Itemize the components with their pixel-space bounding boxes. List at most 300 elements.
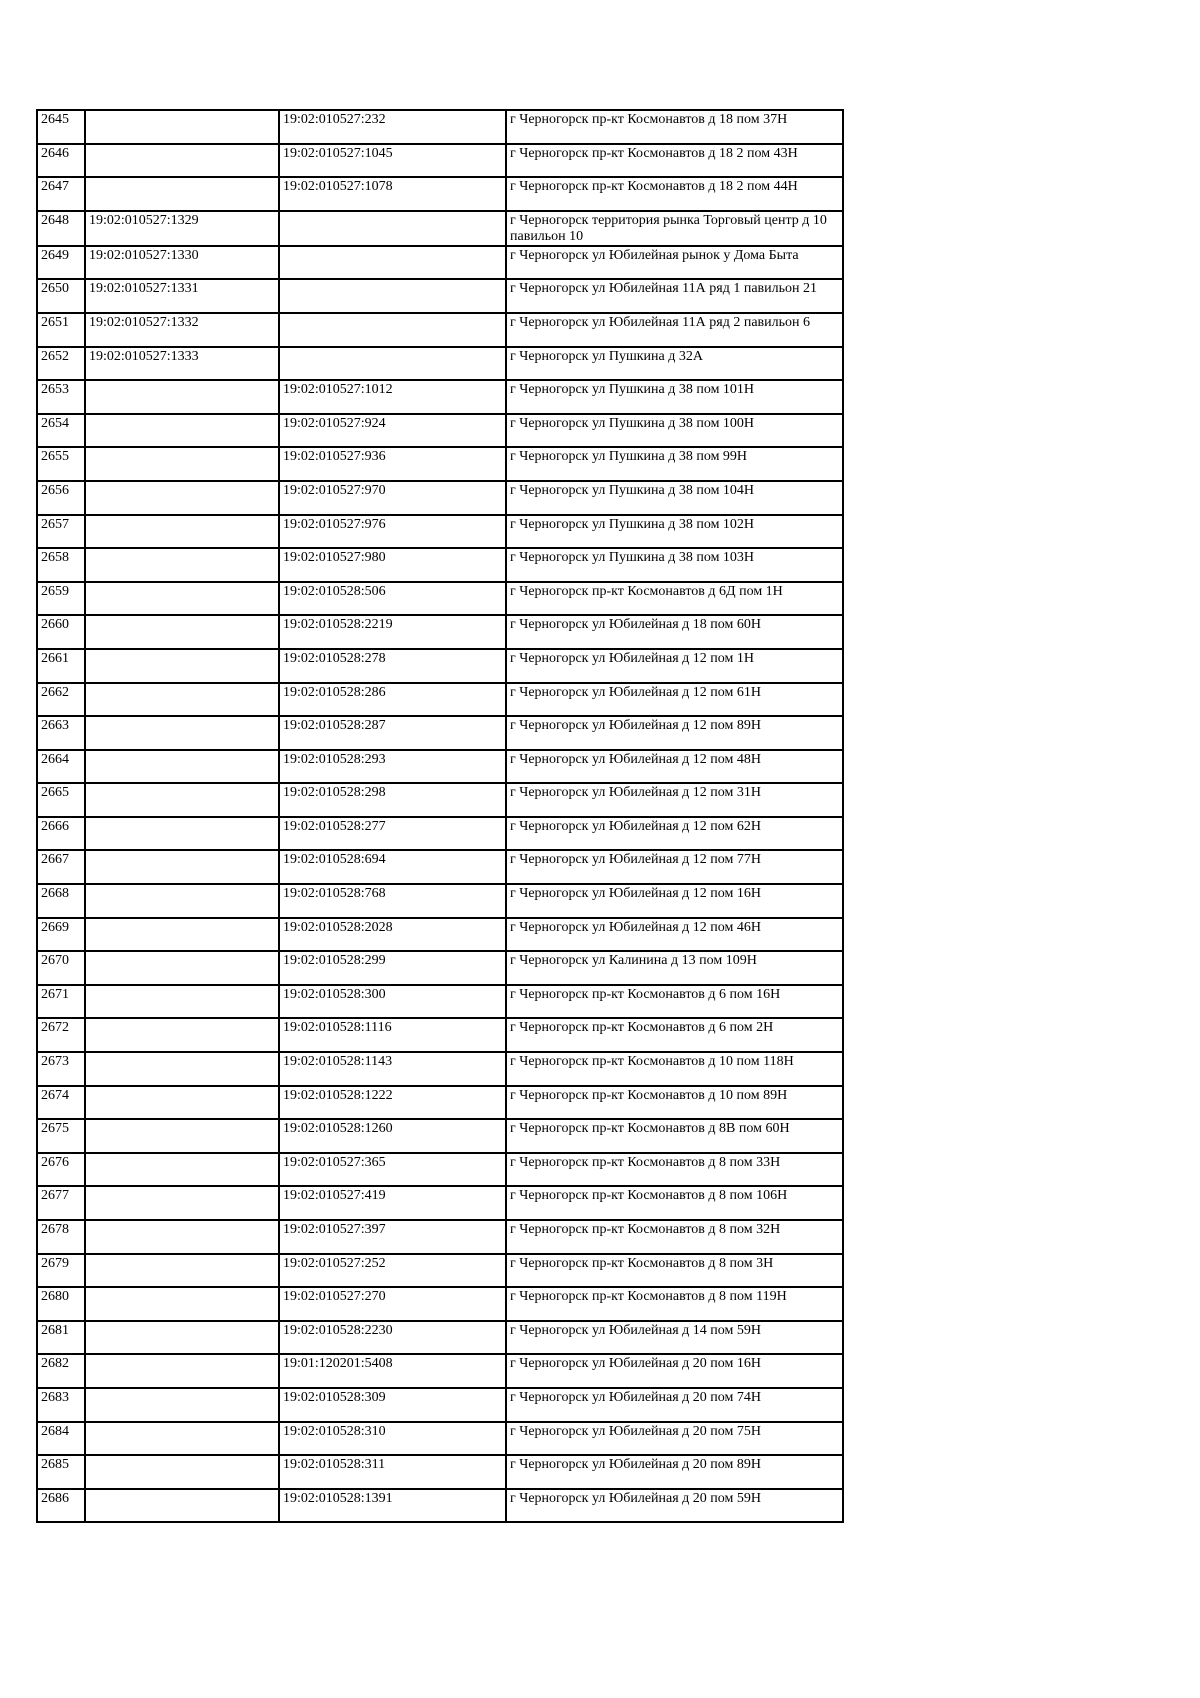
address-cell — [506, 582, 843, 616]
building-cadastral-cell-text: 19:02:010528:1222 — [283, 1087, 393, 1103]
building-cadastral-cell — [279, 481, 506, 515]
address-cell-text: г Черногорск пр-кт Космонавтов д 10 пом 118Н — [510, 1054, 794, 1070]
building-cadastral-cell-text: 19:02:010527:976 — [283, 516, 386, 532]
cadastral-number-cell-text — [89, 952, 275, 953]
row-number-cell-text: 2661 — [41, 650, 69, 666]
table-row — [37, 380, 843, 414]
cadastral-number-cell — [85, 683, 279, 717]
cadastral-number-cell — [85, 1220, 279, 1254]
address-cell — [506, 380, 843, 414]
row-number-cell — [37, 884, 85, 918]
address-cell-text: г Черногорск ул Юбилейная д 12 пом 16Н — [510, 886, 761, 902]
building-cadastral-cell-text: 19:02:010528:768 — [283, 886, 386, 902]
cadastral-number-cell-text — [89, 1355, 275, 1356]
row-number-cell — [37, 1018, 85, 1052]
table-row — [37, 1119, 843, 1153]
table-row — [37, 211, 843, 246]
address-cell-text: г Черногорск ул Юбилейная д 20 пом 16Н — [510, 1356, 761, 1372]
building-cadastral-cell-text: 19:02:010527:419 — [283, 1188, 386, 1204]
cadastral-number-cell-text — [89, 178, 275, 179]
address-cell-text: г Черногорск ул Калинина д 13 пом 109Н — [510, 953, 757, 969]
address-cell — [506, 347, 843, 381]
row-number-cell — [37, 110, 85, 144]
cadastral-number-cell-text — [89, 381, 275, 382]
cadastral-number-cell — [85, 1321, 279, 1355]
cadastral-number-cell-text — [89, 1322, 275, 1323]
cadastral-number-cell — [85, 1254, 279, 1288]
row-number-cell — [37, 1254, 85, 1288]
row-number-cell — [37, 1186, 85, 1220]
cadastral-number-cell-text — [89, 549, 275, 550]
building-cadastral-cell-text: 19:02:010528:1260 — [283, 1121, 393, 1137]
address-cell — [506, 750, 843, 784]
cadastral-number-cell-text — [89, 818, 275, 819]
building-cadastral-cell-text — [283, 348, 502, 349]
row-number-cell — [37, 1321, 85, 1355]
cadastral-number-cell — [85, 144, 279, 178]
address-cell-text: г Черногорск ул Юбилейная 11А ряд 1 павильон 21 — [510, 281, 817, 297]
building-cadastral-cell-text: 19:02:010528:1116 — [283, 1020, 392, 1036]
row-number-cell — [37, 1388, 85, 1422]
row-number-cell-text: 2649 — [41, 247, 69, 263]
row-number-cell-text: 2668 — [41, 886, 69, 902]
building-cadastral-cell — [279, 783, 506, 817]
address-cell — [506, 177, 843, 211]
building-cadastral-cell — [279, 211, 506, 246]
cadastral-number-cell — [85, 884, 279, 918]
address-cell — [506, 481, 843, 515]
building-cadastral-cell — [279, 1321, 506, 1355]
cadastral-number-cell — [85, 615, 279, 649]
table-row — [37, 177, 843, 211]
address-cell — [506, 850, 843, 884]
row-number-cell — [37, 1119, 85, 1153]
building-cadastral-cell-text: 19:02:010528:278 — [283, 650, 386, 666]
cadastral-number-cell-text — [89, 1490, 275, 1491]
address-cell-text: г Черногорск ул Юбилейная д 12 пом 61Н — [510, 684, 761, 700]
building-cadastral-cell — [279, 110, 506, 144]
building-cadastral-cell — [279, 279, 506, 313]
row-number-cell-text: 2647 — [41, 179, 69, 195]
row-number-cell — [37, 1354, 85, 1388]
row-number-cell — [37, 783, 85, 817]
building-cadastral-cell — [279, 313, 506, 347]
cadastral-number-cell — [85, 1052, 279, 1086]
building-cadastral-cell — [279, 985, 506, 1019]
building-cadastral-cell-text: 19:02:010528:309 — [283, 1389, 386, 1405]
building-cadastral-cell-text — [283, 247, 502, 248]
address-cell — [506, 1388, 843, 1422]
table-row — [37, 1287, 843, 1321]
cadastral-number-cell — [85, 1422, 279, 1456]
building-cadastral-cell-text: 19:02:010528:293 — [283, 751, 386, 767]
row-number-cell — [37, 1287, 85, 1321]
address-cell — [506, 1422, 843, 1456]
table-row — [37, 649, 843, 683]
address-cell — [506, 1321, 843, 1355]
cadastral-number-cell-text — [89, 1221, 275, 1222]
address-cell-text: г Черногорск ул Юбилейная д 20 пом 75Н — [510, 1423, 761, 1439]
row-number-cell — [37, 279, 85, 313]
cadastral-number-cell-text — [89, 415, 275, 416]
address-cell-text: г Черногорск ул Юбилейная д 12 пом 62Н — [510, 818, 761, 834]
table-row — [37, 347, 843, 381]
table-row — [37, 313, 843, 347]
table-row — [37, 1354, 843, 1388]
building-cadastral-cell-text: 19:02:010528:1143 — [283, 1054, 393, 1070]
table-row — [37, 414, 843, 448]
address-cell-text: г Черногорск ул Юбилейная д 20 пом 89Н — [510, 1457, 761, 1473]
address-cell — [506, 1489, 843, 1523]
cadastral-number-cell — [85, 582, 279, 616]
address-cell — [506, 144, 843, 178]
building-cadastral-cell-text: 19:02:010528:1391 — [283, 1490, 393, 1506]
row-number-cell-text: 2662 — [41, 684, 69, 700]
building-cadastral-cell-text: 19:02:010528:2230 — [283, 1322, 393, 1338]
address-cell — [506, 279, 843, 313]
building-cadastral-cell-text — [283, 212, 502, 213]
row-number-cell-text: 2648 — [41, 212, 69, 228]
address-cell — [506, 1052, 843, 1086]
row-number-cell-text: 2670 — [41, 953, 69, 969]
cadastral-number-cell-text — [89, 1423, 275, 1424]
address-cell — [506, 1220, 843, 1254]
building-cadastral-cell — [279, 246, 506, 280]
building-cadastral-cell-text: 19:02:010527:936 — [283, 449, 386, 465]
address-cell-text: г Черногорск ул Юбилейная д 12 пом 77Н — [510, 852, 761, 868]
address-cell — [506, 1018, 843, 1052]
row-number-cell-text: 2677 — [41, 1188, 69, 1204]
cadastral-number-cell — [85, 783, 279, 817]
address-cell-text: г Черногорск пр-кт Космонавтов д 8 пом 3Н — [510, 1255, 774, 1271]
building-cadastral-cell — [279, 951, 506, 985]
property-table — [36, 109, 844, 1523]
table-row — [37, 1153, 843, 1187]
building-cadastral-cell-text: 19:02:010527:980 — [283, 550, 386, 566]
row-number-cell — [37, 1153, 85, 1187]
cadastral-number-cell-text: 19:02:010527:1329 — [89, 212, 199, 228]
row-number-cell — [37, 414, 85, 448]
cadastral-number-cell — [85, 548, 279, 582]
address-cell-text: г Черногорск ул Юбилейная д 20 пом 59Н — [510, 1490, 761, 1506]
cadastral-number-cell-text — [89, 986, 275, 987]
building-cadastral-cell — [279, 1388, 506, 1422]
building-cadastral-cell-text: 19:02:010527:1045 — [283, 145, 393, 161]
building-cadastral-cell-text: 19:02:010528:506 — [283, 583, 386, 599]
building-cadastral-cell-text: 19:02:010527:970 — [283, 482, 386, 498]
table-row — [37, 1455, 843, 1489]
address-cell-text: г Черногорск ул Пушкина д 38 пом 99Н — [510, 449, 748, 465]
table-row — [37, 1018, 843, 1052]
row-number-cell-text: 2665 — [41, 785, 69, 801]
table-row — [37, 1489, 843, 1523]
building-cadastral-cell — [279, 615, 506, 649]
cadastral-number-cell — [85, 211, 279, 246]
row-number-cell — [37, 313, 85, 347]
building-cadastral-cell — [279, 1354, 506, 1388]
row-number-cell-text: 2660 — [41, 617, 69, 633]
address-cell-text: г Черногорск пр-кт Космонавтов д 6 пом 16Н — [510, 986, 781, 1002]
address-cell-text: г Черногорск ул Юбилейная рынок у Дома Быта — [510, 247, 799, 263]
cadastral-number-cell — [85, 481, 279, 515]
building-cadastral-cell-text: 19:01:120201:5408 — [283, 1356, 393, 1372]
cadastral-number-cell — [85, 177, 279, 211]
building-cadastral-cell — [279, 918, 506, 952]
cadastral-number-cell-text — [89, 1154, 275, 1155]
building-cadastral-cell-text: 19:02:010527:270 — [283, 1289, 386, 1305]
building-cadastral-cell — [279, 447, 506, 481]
table-row — [37, 447, 843, 481]
row-number-cell-text: 2667 — [41, 852, 69, 868]
row-number-cell-text: 2653 — [41, 382, 69, 398]
building-cadastral-cell — [279, 1489, 506, 1523]
address-cell-text: г Черногорск ул Пушкина д 38 пом 104Н — [510, 482, 755, 498]
row-number-cell — [37, 481, 85, 515]
cadastral-number-cell — [85, 649, 279, 683]
building-cadastral-cell-text: 19:02:010528:311 — [283, 1457, 386, 1473]
building-cadastral-cell — [279, 1018, 506, 1052]
row-number-cell — [37, 1489, 85, 1523]
address-cell-text: г Черногорск ул Пушкина д 38 пом 101Н — [510, 382, 755, 398]
building-cadastral-cell — [279, 649, 506, 683]
address-cell-text: г Черногорск территория рынка Торговый центр д 10 павильон 10 — [510, 212, 827, 244]
building-cadastral-cell — [279, 683, 506, 717]
cadastral-number-cell-text — [89, 1288, 275, 1289]
building-cadastral-cell — [279, 1220, 506, 1254]
cadastral-number-cell — [85, 313, 279, 347]
cadastral-number-cell-text — [89, 1187, 275, 1188]
cadastral-number-cell-text — [89, 1255, 275, 1256]
building-cadastral-cell-text: 19:02:010528:298 — [283, 785, 386, 801]
row-number-cell-text: 2681 — [41, 1322, 69, 1338]
row-number-cell-text: 2645 — [41, 112, 69, 127]
cadastral-number-cell — [85, 1119, 279, 1153]
cadastral-number-cell — [85, 918, 279, 952]
building-cadastral-cell-text: 19:02:010528:694 — [283, 852, 386, 868]
cadastral-number-cell-text — [89, 919, 275, 920]
table-row — [37, 1388, 843, 1422]
address-cell — [506, 683, 843, 717]
address-cell-text: г Черногорск пр-кт Космонавтов д 10 пом 89Н — [510, 1087, 788, 1103]
address-cell-text: г Черногорск ул Пушкина д 38 пом 100Н — [510, 415, 755, 431]
cadastral-number-cell-text — [89, 616, 275, 617]
building-cadastral-cell — [279, 1422, 506, 1456]
row-number-cell-text: 2659 — [41, 583, 69, 599]
cadastral-number-cell — [85, 447, 279, 481]
row-number-cell — [37, 515, 85, 549]
table-row — [37, 246, 843, 280]
cadastral-number-cell — [85, 1489, 279, 1523]
cadastral-number-cell — [85, 1186, 279, 1220]
table-row — [37, 1220, 843, 1254]
table-row — [37, 750, 843, 784]
cadastral-number-cell-text — [89, 111, 275, 112]
address-cell-text: г Черногорск пр-кт Космонавтов д 8 пом 119Н — [510, 1289, 787, 1305]
table-row — [37, 279, 843, 313]
row-number-cell-text: 2652 — [41, 348, 69, 364]
address-cell — [506, 1153, 843, 1187]
building-cadastral-cell-text: 19:02:010527:365 — [283, 1154, 386, 1170]
building-cadastral-cell — [279, 177, 506, 211]
row-number-cell-text: 2680 — [41, 1289, 69, 1305]
cadastral-number-cell — [85, 817, 279, 851]
address-cell — [506, 716, 843, 750]
row-number-cell — [37, 246, 85, 280]
row-number-cell — [37, 918, 85, 952]
address-cell — [506, 817, 843, 851]
building-cadastral-cell — [279, 1455, 506, 1489]
row-number-cell — [37, 548, 85, 582]
cadastral-number-cell-text — [89, 851, 275, 852]
address-cell — [506, 1455, 843, 1489]
building-cadastral-cell-text: 19:02:010527:924 — [283, 415, 386, 431]
row-number-cell — [37, 615, 85, 649]
table-row — [37, 951, 843, 985]
row-number-cell-text: 2672 — [41, 1020, 69, 1036]
row-number-cell — [37, 716, 85, 750]
building-cadastral-cell-text: 19:02:010527:1078 — [283, 179, 393, 195]
row-number-cell-text: 2646 — [41, 145, 69, 161]
building-cadastral-cell — [279, 380, 506, 414]
building-cadastral-cell — [279, 347, 506, 381]
table-row — [37, 1086, 843, 1120]
row-number-cell — [37, 985, 85, 1019]
cadastral-number-cell-text — [89, 583, 275, 584]
building-cadastral-cell-text: 19:02:010528:299 — [283, 953, 386, 969]
building-cadastral-cell-text: 19:02:010528:277 — [283, 818, 386, 834]
row-number-cell-text: 2674 — [41, 1087, 69, 1103]
cadastral-number-cell — [85, 279, 279, 313]
row-number-cell — [37, 447, 85, 481]
address-cell-text: г Черногорск пр-кт Космонавтов д 8 пом 33Н — [510, 1154, 781, 1170]
table-row — [37, 1186, 843, 1220]
row-number-cell-text: 2678 — [41, 1222, 69, 1237]
row-number-cell — [37, 750, 85, 784]
row-number-cell-text: 2671 — [41, 986, 69, 1002]
table-row — [37, 1052, 843, 1086]
table-row — [37, 582, 843, 616]
cadastral-number-cell-text — [89, 1120, 275, 1121]
address-cell — [506, 1287, 843, 1321]
cadastral-number-cell — [85, 246, 279, 280]
table-row — [37, 1254, 843, 1288]
cadastral-number-cell-text — [89, 1456, 275, 1457]
building-cadastral-cell-text: 19:02:010528:300 — [283, 986, 386, 1002]
address-cell-text: г Черногорск ул Юбилейная д 12 пом 48Н — [510, 751, 761, 767]
cadastral-number-cell — [85, 414, 279, 448]
building-cadastral-cell — [279, 1186, 506, 1220]
row-number-cell-text: 2650 — [41, 281, 69, 297]
row-number-cell — [37, 649, 85, 683]
cadastral-number-cell-text: 19:02:010527:1333 — [89, 348, 199, 364]
address-cell-text: г Черногорск пр-кт Космонавтов д 6Д пом 1Н — [510, 583, 783, 599]
address-cell — [506, 246, 843, 280]
cadastral-number-cell — [85, 1287, 279, 1321]
table-row — [37, 1321, 843, 1355]
row-number-cell — [37, 144, 85, 178]
cadastral-number-cell — [85, 110, 279, 144]
cadastral-number-cell-text — [89, 784, 275, 785]
table-row — [37, 481, 843, 515]
cadastral-number-cell — [85, 1455, 279, 1489]
address-cell — [506, 548, 843, 582]
address-cell-text: г Черногорск пр-кт Космонавтов д 18 2 пом 44Н — [510, 179, 798, 195]
cadastral-number-cell — [85, 515, 279, 549]
address-cell — [506, 1186, 843, 1220]
address-cell — [506, 110, 843, 144]
row-number-cell-text: 2654 — [41, 415, 69, 431]
address-cell-text: г Черногорск ул Юбилейная д 18 пом 60Н — [510, 617, 761, 633]
cadastral-number-cell-text — [89, 885, 275, 886]
address-cell-text: г Черногорск пр-кт Космонавтов д 18 пом 37Н — [510, 112, 788, 127]
cadastral-number-cell-text — [89, 482, 275, 483]
table-row — [37, 884, 843, 918]
cadastral-number-cell — [85, 716, 279, 750]
cadastral-number-cell-text — [89, 650, 275, 651]
address-cell — [506, 313, 843, 347]
building-cadastral-cell — [279, 515, 506, 549]
address-cell — [506, 985, 843, 1019]
building-cadastral-cell — [279, 582, 506, 616]
cadastral-number-cell — [85, 1354, 279, 1388]
cadastral-number-cell-text — [89, 145, 275, 146]
address-cell-text: г Черногорск ул Юбилейная д 12 пом 46Н — [510, 919, 761, 935]
row-number-cell-text: 2656 — [41, 482, 69, 498]
row-number-cell — [37, 1455, 85, 1489]
row-number-cell — [37, 347, 85, 381]
cadastral-number-cell-text — [89, 717, 275, 718]
row-number-cell-text: 2663 — [41, 718, 69, 734]
row-number-cell-text: 2658 — [41, 550, 69, 566]
building-cadastral-cell-text: 19:02:010528:286 — [283, 684, 386, 700]
row-number-cell-text: 2686 — [41, 1490, 69, 1506]
building-cadastral-cell-text: 19:02:010528:287 — [283, 718, 386, 734]
row-number-cell — [37, 1086, 85, 1120]
address-cell-text: г Черногорск ул Юбилейная д 14 пом 59Н — [510, 1322, 761, 1338]
building-cadastral-cell-text: 19:02:010527:397 — [283, 1222, 386, 1237]
cadastral-number-cell-text — [89, 684, 275, 685]
row-number-cell — [37, 1220, 85, 1254]
address-cell — [506, 884, 843, 918]
address-cell — [506, 649, 843, 683]
cadastral-number-cell — [85, 347, 279, 381]
row-number-cell-text: 2682 — [41, 1356, 69, 1372]
row-number-cell-text: 2673 — [41, 1054, 69, 1070]
cadastral-number-cell — [85, 380, 279, 414]
building-cadastral-cell — [279, 1153, 506, 1187]
cadastral-number-cell-text — [89, 516, 275, 517]
building-cadastral-cell — [279, 750, 506, 784]
cadastral-number-cell — [85, 951, 279, 985]
address-cell — [506, 515, 843, 549]
address-cell-text: г Черногорск ул Юбилейная 11А ряд 2 павильон 6 — [510, 314, 810, 330]
cadastral-number-cell — [85, 985, 279, 1019]
cadastral-number-cell-text: 19:02:010527:1330 — [89, 247, 199, 263]
building-cadastral-cell — [279, 548, 506, 582]
address-cell — [506, 783, 843, 817]
cadastral-number-cell — [85, 1018, 279, 1052]
table-row — [37, 918, 843, 952]
address-cell-text: г Черногорск пр-кт Космонавтов д 8В пом 60Н — [510, 1121, 790, 1137]
cadastral-number-cell-text: 19:02:010527:1332 — [89, 314, 199, 330]
building-cadastral-cell-text: 19:02:010528:310 — [283, 1423, 386, 1439]
table-row — [37, 817, 843, 851]
cadastral-number-cell — [85, 750, 279, 784]
building-cadastral-cell — [279, 1287, 506, 1321]
address-cell-text: г Черногорск ул Юбилейная д 20 пом 74Н — [510, 1389, 761, 1405]
cadastral-number-cell-text — [89, 1087, 275, 1088]
address-cell-text: г Черногорск пр-кт Космонавтов д 6 пом 2Н — [510, 1020, 774, 1036]
